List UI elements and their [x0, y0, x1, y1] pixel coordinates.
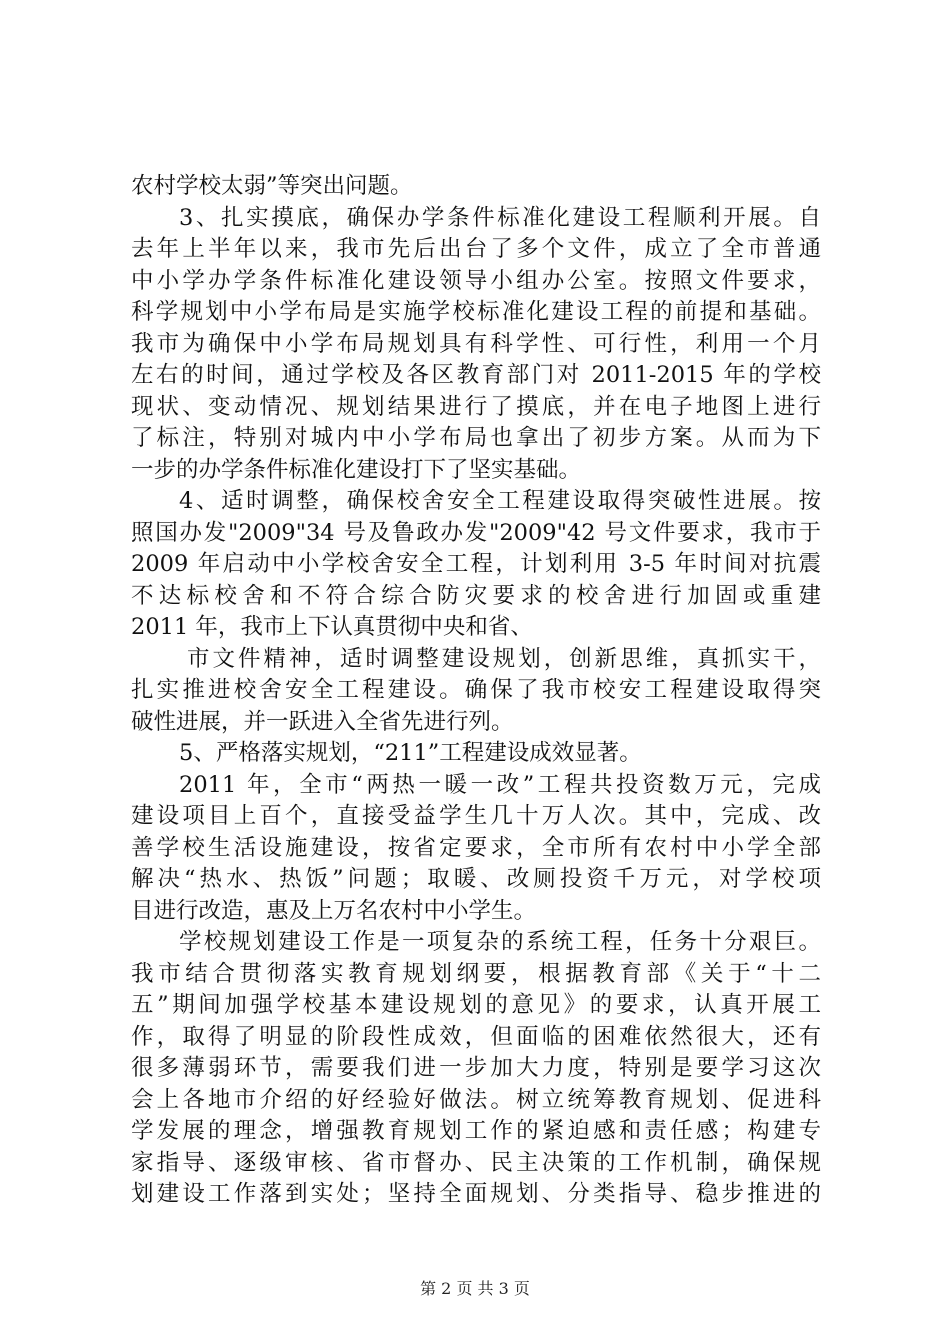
text-line: 会上各地市介绍的好经验好做法。树立统筹教育规划、促进科 — [131, 1086, 821, 1113]
text-line: 家指导、逐级审核、省市督办、民主决策的工作机制，确保规 — [131, 1149, 821, 1176]
text-line: 建设项目上百个，直接受益学生几十万人次。其中，完成、改 — [131, 803, 821, 829]
text-line: 划建设工作落到实处；坚持全面规划、分类指导、稳步推进的 — [131, 1181, 821, 1207]
text-line: 学校规划建设工作是一项复杂的系统工程，任务十分艰巨。 — [179, 929, 821, 955]
text-line: 市文件精神，适时调整建设规划，创新思维，真抓实干， — [187, 645, 821, 672]
text-line: 左右的时间，通过学校及各区教育部门对 2011-2015 年的学校 — [131, 362, 821, 388]
text-line: 五”期间加强学校基本建设规划的意见》的要求，认真开展工 — [131, 992, 821, 1018]
text-line: 一步的办学条件标准化建设打下了坚实基础。 — [131, 456, 582, 483]
document-body — [131, 171, 821, 1211]
text-line: 4、适时调整，确保校舍安全工程建设取得突破性进展。按 — [179, 488, 821, 514]
text-line: 学发展的理念，增强教育规划工作的紧迫感和责任感；构建专 — [131, 1118, 821, 1144]
text-line: 善学校生活设施建设，按省定要求，全市所有农村中小学全部 — [131, 834, 821, 861]
text-line: 解决“热水、热饭”问题；取暖、改厕投资千万元，对学校项 — [131, 866, 821, 892]
text-line: 扎实推进校舍安全工程建设。确保了我市校安工程建设取得突 — [131, 677, 821, 703]
text-line: 作，取得了明显的阶段性成效，但面临的困难依然很大，还有 — [131, 1023, 821, 1050]
text-line: 3、扎实摸底，确保办学条件标准化建设工程顺利开展。自 — [179, 204, 821, 231]
text-line: 我市为确保中小学布局规划具有科学性、可行性，利用一个月 — [131, 330, 821, 357]
text-line: 目进行改造，惠及上万名农村中小学生。 — [131, 897, 537, 924]
page-footer: 第 2 页 共 3 页 — [420, 1279, 530, 1298]
text-line: 2009 年启动中小学校舍安全工程，计划利用 3-5 年时间对抗震 — [131, 551, 821, 577]
text-line: 2011 年，全市“两热一暖一改”工程共投资数万元，完成 — [179, 771, 821, 798]
text-line: 去年上半年以来，我市先后出台了多个文件，成立了全市普通 — [131, 236, 821, 262]
text-line: 不达标校舍和不符合综合防灾要求的校舍进行加固或重建 — [131, 582, 821, 609]
text-line: 照国办发"2009"34 号及鲁政办发"2009"42 号文件要求，我市于 — [131, 519, 821, 546]
text-line: 我市结合贯彻落实教育规划纲要，根据教育部《关于“十二 — [131, 960, 821, 987]
text-line: 现状、变动情况、规划结果进行了摸底，并在电子地图上进行 — [131, 393, 821, 420]
text-line: 了标注，特别对城内中小学布局也拿出了初步方案。从而为下 — [131, 425, 821, 451]
text-line: 很多薄弱环节，需要我们进一步加大力度，特别是要学习这次 — [131, 1055, 821, 1081]
text-line: 破性进展，并一跃进入全省先进行列。 — [131, 708, 514, 735]
text-line: 5、严格落实规划，“211”工程建设成效显著。 — [179, 740, 642, 766]
text-line: 科学规划中小学布局是实施学校标准化建设工程的前提和基础。 — [131, 299, 821, 325]
text-line: 农村学校太弱”等突出问题。 — [131, 173, 413, 199]
text-line: 2011 年，我市上下认真贯彻中央和省、 — [131, 614, 533, 640]
text-line: 中小学办学条件标准化建设领导小组办公室。按照文件要求， — [131, 267, 821, 294]
